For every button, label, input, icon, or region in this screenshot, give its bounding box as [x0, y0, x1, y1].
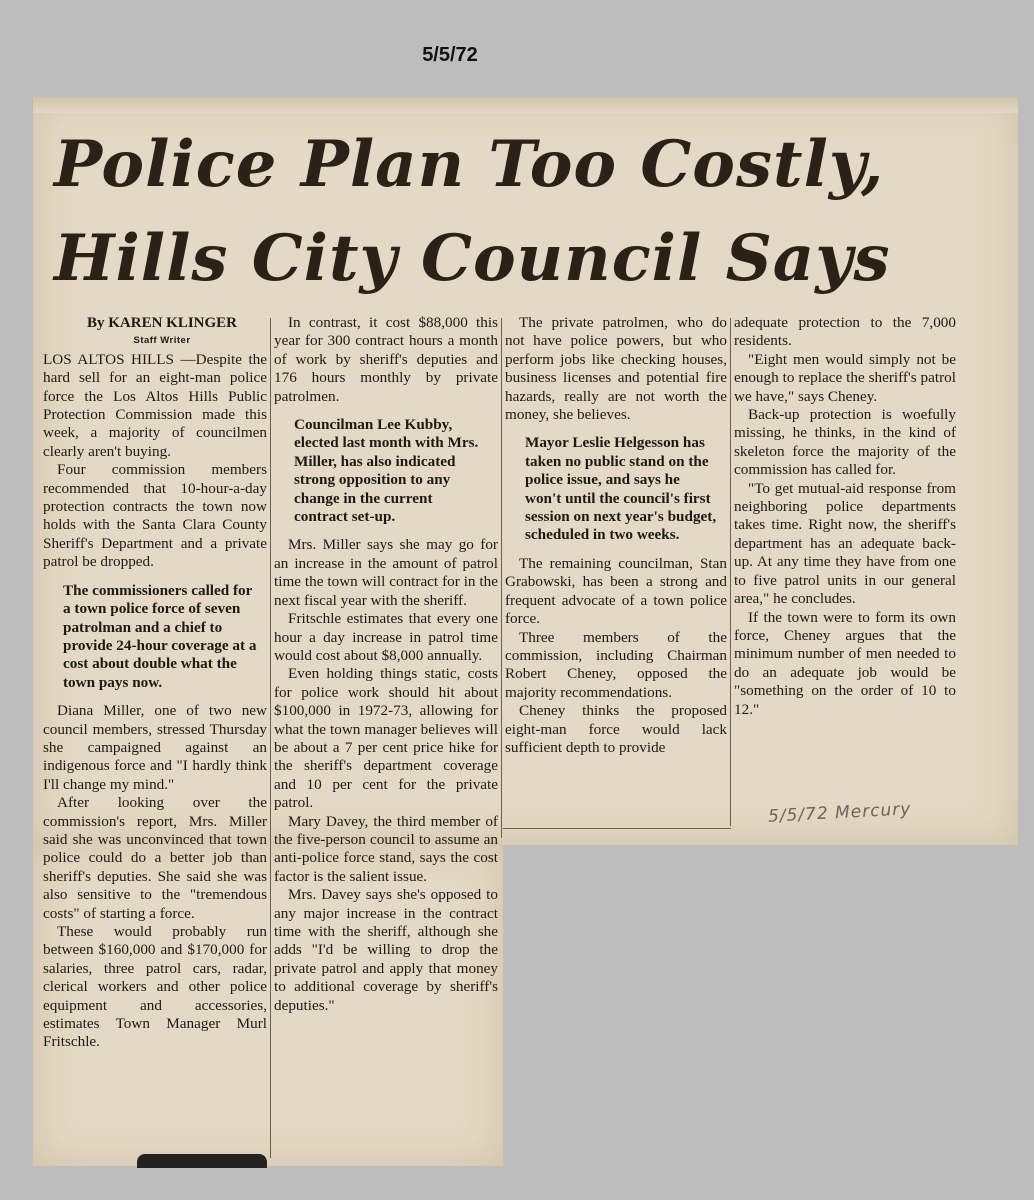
column-rule-1: [270, 318, 271, 1158]
paragraph: Diana Miller, one of two new council members, stressed Thursday she campaigned against an indigenous force and "I hardly think I'll change my mind.": [43, 702, 267, 793]
paragraph: Cheney thinks the proposed eight-man force would lack sufficient depth to provide: [505, 702, 727, 756]
paragraph: If the town were to form its own force, Cheney argues that the minimum number of men needed to do an adequate job would be "something on the order of 10 to 12.": [734, 608, 956, 718]
paragraph: Four commission members recommended that 10-hour-a-day protection contracts the town now holds with the Santa Clara County Sheriff's Department and a private patrol be dropped.: [43, 461, 267, 571]
paragraph: Fritschle estimates that every one hour a day increase in patrol time would cost about $8,000 annually.: [274, 610, 498, 664]
paragraph: The private patrolmen, who do not have police powers, but who perform jobs like checking houses, business licenses and potential fire hazards, really are not worth the money, she believes.: [505, 314, 727, 424]
handwritten-note: 5/5/72 Mercury: [767, 799, 912, 827]
article-column-1: [43, 314, 267, 1052]
article-column-3: [505, 314, 727, 757]
paragraph: The remaining councilman, Stan Grabowski, has been a strong and frequent advocate of a town police force.: [505, 554, 727, 628]
article-column-4: [734, 314, 956, 719]
paragraph: Even holding things static, costs for police work should hit about $100,000 in 1972-73, allowing for what the town manager believes will be about a 7 per cent price hike for the sheriff's department coverage and 10 per cent for the private patrol.: [274, 665, 498, 812]
article-column-2: [274, 314, 498, 1015]
headline: [54, 118, 954, 306]
headline-line-2: Hills City Council Says: [54, 221, 891, 296]
paragraph: Back-up protection is woefully missing, he thinks, in the kind of skeleton force the majority of the commission has called for.: [734, 406, 956, 479]
byline-role: Staff Writer: [133, 335, 191, 347]
paragraph: Three members of the commission, including Chairman Robert Cheney, opposed the majority recommendations.: [505, 628, 727, 701]
date-label: 5/5/72: [422, 44, 478, 66]
column-rule-2: [501, 318, 502, 838]
paragraph: "To get mutual-aid response from neighboring police departments takes time. Right now, the sheriff's department has an adequate back-up. At any time they have from one to five patrol units in our general area," he concludes.: [734, 479, 956, 608]
paragraph: LOS ALTOS HILLS —Despite the hard sell for an eight-man police force the Los Altos Hills Public Protection Commission made this week, a majority of councilmen clearly aren't buying.: [43, 350, 267, 460]
pull-paragraph: Councilman Lee Kubby, elected last month with Mrs. Miller, has also indicated strong opposition to any change in the current contract set-up.: [294, 416, 479, 526]
paragraph: adequate protection to the 7,000 residents.: [734, 314, 956, 350]
column-rule-3: [730, 318, 731, 826]
clipping-top-edge: [33, 97, 1018, 113]
paragraph: In contrast, it cost $88,000 this year for 300 contract hours a month of work by sheriff's deputies and 176 hours monthly by private patrolmen.: [274, 314, 498, 405]
byline: By KAREN KLINGER: [86, 315, 238, 331]
paragraph: These would probably run between $160,000 and $170,000 for salaries, three patrol cars, radar, clerical workers and other police equipment and accessories, estimates Town Manager Murl Fritschle.: [43, 923, 267, 1051]
paragraph: Mrs. Davey says she's opposed to any major increase in the contract time with the sheriff, although she adds "I'd be willing to drop the private patrol and apply that money to additional coverage by sheriff's deputies.": [274, 886, 498, 1014]
pull-paragraph: Mayor Leslie Helgesson has taken no public stand on the police issue, and says he won't until the council's first session on next year's budget, scheduled in two weeks.: [525, 434, 717, 544]
paragraph: After looking over the commission's report, Mrs. Miller said she was unconvinced that town police could do a better job than sheriff's deputies. She said she was also sensitive to the "tremendous costs" of starting a force.: [43, 794, 267, 922]
binder-tab: [137, 1154, 267, 1168]
paragraph: Mrs. Miller says she may go for an increase in the amount of patrol time the town will contract for in the next fiscal year with the sheriff.: [274, 536, 498, 609]
paragraph: "Eight men would simply not be enough to replace the sheriff's patrol we have," says Cheney.: [734, 350, 956, 405]
column-rule-bottom: [503, 828, 731, 829]
pull-paragraph: The commissioners called for a town police force of seven patrolman and a chief to provide 24-hour coverage at a cost about double what the town pays now.: [63, 581, 257, 691]
paragraph: Mary Davey, the third member of the five-person council to assume an anti-police force stand, says the cost factor is the salient issue.: [274, 812, 498, 885]
headline-line-1: Police Plan Too Costly,: [54, 127, 885, 202]
